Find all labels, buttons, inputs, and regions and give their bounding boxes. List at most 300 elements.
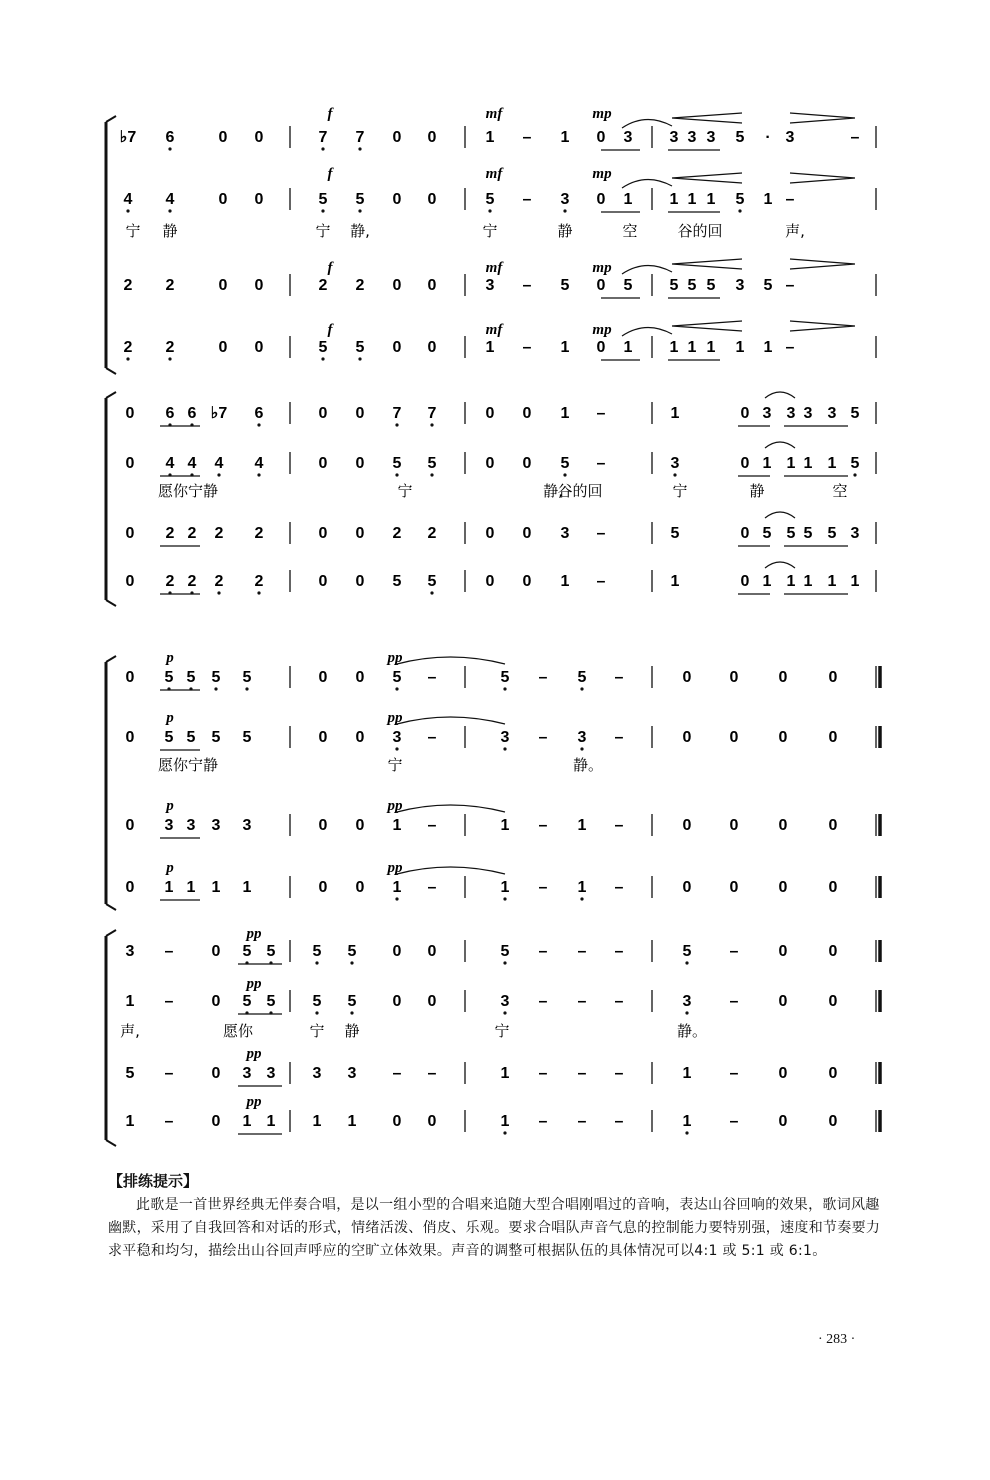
note: – [164, 1113, 174, 1130]
note: 2 [165, 573, 175, 590]
lyric: 静, [543, 482, 563, 500]
octave-dot [257, 473, 260, 476]
note: 0 [318, 525, 328, 542]
note: 1 [577, 879, 587, 896]
note: – [577, 993, 587, 1010]
note: 1 [763, 339, 773, 356]
note: 1 [211, 879, 221, 896]
octave-dot [738, 209, 741, 212]
note: 2 [214, 525, 224, 542]
bracket-hook [106, 904, 116, 910]
octave-dot [503, 897, 506, 900]
note: 0 [828, 1113, 838, 1130]
note: 3 [577, 729, 587, 746]
octave-dot [685, 961, 688, 964]
octave-dot [257, 591, 260, 594]
lyric: 静, [350, 222, 370, 240]
note: 2 [187, 573, 197, 590]
bracket-hook [106, 392, 116, 398]
slur [765, 562, 795, 568]
octave-dot [321, 147, 324, 150]
note: 1 [242, 879, 252, 896]
decrescendo-hairpin [790, 113, 855, 123]
note: 3 [670, 455, 680, 472]
note: 5 [762, 525, 772, 542]
note: 3 [242, 1065, 252, 1082]
octave-dot [245, 687, 248, 690]
lyric: 宁 [309, 1022, 325, 1040]
note: 0 [596, 129, 606, 146]
note: 0 [729, 669, 739, 686]
note: 0 [778, 729, 788, 746]
note: 3 [786, 405, 796, 422]
note: 5 [485, 191, 495, 208]
octave-dot [168, 209, 171, 212]
note: 0 [740, 455, 750, 472]
note: 5 [735, 191, 745, 208]
note: 1 [762, 455, 772, 472]
dynamic-mark: mf [485, 322, 503, 338]
note: 3 [560, 525, 570, 542]
note: 0 [254, 277, 264, 294]
note: 5 [347, 943, 357, 960]
note: 0 [392, 993, 402, 1010]
note: – [614, 669, 624, 686]
dynamic-mark: f [327, 166, 333, 182]
note: 0 [485, 405, 495, 422]
tie [397, 717, 505, 724]
lyric: 静 [162, 222, 178, 240]
note: 0 [485, 525, 495, 542]
note: 0 [392, 339, 402, 356]
note: 0 [125, 525, 135, 542]
note: 0 [318, 669, 328, 686]
lyric: 愿你宁静 [157, 482, 219, 500]
dynamic-mark: mp [592, 106, 612, 122]
note: 0 [828, 669, 838, 686]
note: 0 [427, 191, 437, 208]
note: 3 [669, 129, 679, 146]
octave-dot [395, 747, 398, 750]
note: 1 [786, 573, 796, 590]
decrescendo-hairpin [790, 259, 855, 269]
lyric: 静 [344, 1022, 360, 1040]
note: – [522, 277, 532, 294]
note: – [164, 943, 174, 960]
page-number: · 283 · [818, 1332, 856, 1347]
note: 5 [318, 191, 328, 208]
note: – [538, 1113, 548, 1130]
note: 1 [670, 405, 680, 422]
note: – [614, 1065, 624, 1082]
lyric: 静 [557, 222, 573, 240]
octave-dot [395, 897, 398, 900]
note: 1 [500, 1113, 510, 1130]
note: – [538, 943, 548, 960]
dynamic-mark: pp [246, 1094, 262, 1110]
note: – [538, 729, 548, 746]
note: 1 [682, 1113, 692, 1130]
note: 1 [560, 129, 570, 146]
dynamic-mark: mp [592, 260, 612, 276]
note: 2 [355, 277, 365, 294]
note: 0 [427, 1113, 437, 1130]
note: 3 [785, 129, 795, 146]
dynamic-mark: p [166, 860, 174, 876]
note: 5 [560, 277, 570, 294]
slur [622, 179, 672, 188]
note: 0 [828, 993, 838, 1010]
note: 5 [786, 525, 796, 542]
note: 0 [522, 455, 532, 472]
note: 0 [778, 1113, 788, 1130]
note: 0 [218, 339, 228, 356]
note: 2 [392, 525, 402, 542]
crescendo-hairpin [672, 321, 742, 331]
bracket-hook [106, 930, 116, 936]
note: 0 [427, 943, 437, 960]
note: 4 [187, 455, 197, 472]
note: 3 [242, 817, 252, 834]
note: 1 [485, 129, 495, 146]
dynamic-mark: pp [387, 710, 403, 726]
note: 0 [596, 191, 606, 208]
note: 4 [165, 191, 175, 208]
note: 1 [242, 1113, 252, 1130]
note: 3 [687, 129, 697, 146]
dynamic-mark: mf [485, 260, 503, 276]
note: 0 [355, 817, 365, 834]
slur [765, 442, 795, 448]
note: 5 [687, 277, 697, 294]
octave-dot [430, 591, 433, 594]
note: 2 [427, 525, 437, 542]
note: 1 [186, 879, 196, 896]
note: 0 [778, 1065, 788, 1082]
note: 1 [687, 339, 697, 356]
dynamic-mark: pp [387, 650, 403, 666]
note: 4 [254, 455, 264, 472]
note: 5 [560, 455, 570, 472]
slur [622, 119, 672, 128]
note: 6 [254, 405, 264, 422]
dynamic-mark: pp [246, 926, 262, 942]
octave-dot [503, 1011, 506, 1014]
note: 1 [706, 339, 716, 356]
note: 0 [778, 993, 788, 1010]
note: 1 [670, 573, 680, 590]
note: 3 [500, 993, 510, 1010]
note: 3 [682, 993, 692, 1010]
note: 3 [164, 817, 174, 834]
note: 0 [596, 339, 606, 356]
note: 1 [682, 1065, 692, 1082]
note: 3 [211, 817, 221, 834]
note: 5 [803, 525, 813, 542]
note: 0 [729, 729, 739, 746]
lyric: 宁 [482, 222, 498, 240]
note: 2 [318, 277, 328, 294]
note: – [538, 879, 548, 896]
note: 5 [763, 277, 773, 294]
note: 3 [560, 191, 570, 208]
octave-dot [321, 357, 324, 360]
note: 3 [500, 729, 510, 746]
dynamic-mark: mp [592, 166, 612, 182]
note: 0 [485, 573, 495, 590]
note: – [850, 129, 860, 146]
note: 5 [427, 455, 437, 472]
dynamic-mark: pp [246, 976, 262, 992]
note: 0 [218, 277, 228, 294]
note: 1 [392, 879, 402, 896]
note: 4 [214, 455, 224, 472]
note: 5 [242, 729, 252, 746]
octave-dot [395, 687, 398, 690]
octave-dot [503, 747, 506, 750]
note: 0 [522, 525, 532, 542]
note: 1 [560, 339, 570, 356]
note: – [729, 993, 739, 1010]
lyric: 宁 [672, 482, 688, 500]
note: – [596, 525, 606, 542]
octave-dot [685, 1131, 688, 1134]
note: – [427, 669, 437, 686]
note: 4 [123, 191, 133, 208]
octave-dot [430, 423, 433, 426]
note: 0 [392, 191, 402, 208]
note: 0 [828, 817, 838, 834]
dynamic-mark: f [327, 106, 333, 122]
note: 7 [427, 405, 437, 422]
note: 0 [318, 817, 328, 834]
note: 6 [165, 405, 175, 422]
note: – [538, 1065, 548, 1082]
note: 5 [186, 669, 196, 686]
note: 0 [427, 277, 437, 294]
note: – [427, 729, 437, 746]
note: 0 [485, 455, 495, 472]
note: 5 [312, 943, 322, 960]
note: 1 [803, 455, 813, 472]
lyric: 谷的回 [677, 222, 723, 240]
note: 5 [312, 993, 322, 1010]
octave-dot [126, 209, 129, 212]
note: 1 [827, 455, 837, 472]
note: – [538, 669, 548, 686]
note: 3 [125, 943, 135, 960]
note: 7 [355, 129, 365, 146]
note: 5 [125, 1065, 135, 1082]
dynamic-mark: f [327, 322, 333, 338]
octave-dot [673, 473, 676, 476]
note: 5 [355, 191, 365, 208]
note: – [614, 729, 624, 746]
dynamic-mark: mp [592, 322, 612, 338]
note: 0 [778, 669, 788, 686]
note: 0 [392, 1113, 402, 1130]
note: 3 [803, 405, 813, 422]
octave-dot [488, 209, 491, 212]
note: 1 [735, 339, 745, 356]
lyric: 声, [785, 222, 805, 240]
note: 5 [266, 993, 276, 1010]
lyric: 静。 [572, 756, 604, 774]
note: 7 [318, 129, 328, 146]
octave-dot [580, 747, 583, 750]
note: 0 [125, 573, 135, 590]
crescendo-hairpin [672, 259, 742, 269]
note: ♭7 [119, 129, 137, 146]
note: 0 [318, 405, 328, 422]
dynamic-mark: f [327, 260, 333, 276]
dynamic-mark: p [166, 710, 174, 726]
note: 0 [778, 817, 788, 834]
note: 1 [803, 573, 813, 590]
note: 5 [211, 669, 221, 686]
note: 5 [392, 669, 402, 686]
octave-dot [580, 687, 583, 690]
note: 0 [740, 573, 750, 590]
note: 0 [125, 817, 135, 834]
note: 1 [164, 879, 174, 896]
note: 5 [706, 277, 716, 294]
note: 6 [187, 405, 197, 422]
note: 3 [266, 1065, 276, 1082]
note: 0 [682, 729, 692, 746]
note: 5 [682, 943, 692, 960]
note: 3 [186, 817, 196, 834]
octave-dot [503, 687, 506, 690]
note: – [427, 1065, 437, 1082]
note: – [785, 277, 795, 294]
note: 0 [218, 191, 228, 208]
note: – [522, 339, 532, 356]
octave-dot [395, 423, 398, 426]
octave-dot [580, 897, 583, 900]
note: – [577, 943, 587, 960]
dynamic-mark: pp [387, 798, 403, 814]
note: 3 [312, 1065, 322, 1082]
note: 0 [828, 879, 838, 896]
octave-dot [358, 357, 361, 360]
note: 0 [392, 129, 402, 146]
note: 1 [500, 817, 510, 834]
note: 0 [729, 879, 739, 896]
note: 5 [735, 129, 745, 146]
note: 1 [623, 191, 633, 208]
dynamic-mark: mf [485, 106, 503, 122]
decrescendo-hairpin [790, 321, 855, 331]
note: 0 [682, 817, 692, 834]
note: 0 [682, 669, 692, 686]
note: 3 [347, 1065, 357, 1082]
note: 5 [577, 669, 587, 686]
note: 1 [392, 817, 402, 834]
note: 1 [500, 1065, 510, 1082]
note: 2 [214, 573, 224, 590]
note: 5 [355, 339, 365, 356]
lyric: 宁 [397, 482, 413, 500]
octave-dot [563, 209, 566, 212]
note: – [729, 1113, 739, 1130]
lyric: 声, [120, 1022, 140, 1040]
note: 3 [850, 525, 860, 542]
note: 1 [500, 879, 510, 896]
note: – [596, 455, 606, 472]
crescendo-hairpin [672, 173, 742, 183]
dynamic-mark: pp [246, 1046, 262, 1062]
note: – [614, 817, 624, 834]
note: 0 [355, 573, 365, 590]
note: 5 [392, 573, 402, 590]
note: 2 [165, 525, 175, 542]
note: 0 [318, 879, 328, 896]
bracket-hook [106, 600, 116, 606]
note: 5 [850, 405, 860, 422]
note: 1 [850, 573, 860, 590]
note: 0 [125, 669, 135, 686]
note: 1 [125, 1113, 135, 1130]
octave-dot [853, 473, 856, 476]
octave-dot [358, 147, 361, 150]
note: · [765, 129, 771, 146]
note: – [729, 1065, 739, 1082]
note: 5 [427, 573, 437, 590]
note: 1 [560, 573, 570, 590]
note: – [614, 879, 624, 896]
note: 5 [242, 993, 252, 1010]
note: 1 [266, 1113, 276, 1130]
note: – [538, 817, 548, 834]
note: 6 [165, 129, 175, 146]
note: 0 [778, 943, 788, 960]
octave-dot [214, 687, 217, 690]
note: 0 [682, 879, 692, 896]
slur [622, 327, 672, 336]
note: 0 [211, 1065, 221, 1082]
octave-dot [563, 473, 566, 476]
note: 1 [577, 817, 587, 834]
note: 2 [123, 339, 133, 356]
rehearsal-tips-title: 【排练提示】 [108, 1172, 199, 1190]
note: 3 [735, 277, 745, 294]
note: 2 [165, 339, 175, 356]
dynamic-mark: pp [387, 860, 403, 876]
note: 0 [828, 943, 838, 960]
note: 0 [125, 879, 135, 896]
octave-dot [503, 961, 506, 964]
note: 3 [623, 129, 633, 146]
octave-dot [168, 147, 171, 150]
note: 0 [318, 729, 328, 746]
lyric: 空 [622, 222, 638, 240]
note: 0 [318, 455, 328, 472]
note: 0 [427, 129, 437, 146]
note: 1 [827, 573, 837, 590]
note: 0 [522, 405, 532, 422]
note: – [596, 573, 606, 590]
slur [765, 512, 795, 518]
note: 0 [125, 455, 135, 472]
note: 0 [254, 191, 264, 208]
note: 0 [318, 573, 328, 590]
note: – [596, 405, 606, 422]
note: 0 [211, 1113, 221, 1130]
tie [397, 805, 505, 812]
note: 3 [762, 405, 772, 422]
decrescendo-hairpin [790, 173, 855, 183]
